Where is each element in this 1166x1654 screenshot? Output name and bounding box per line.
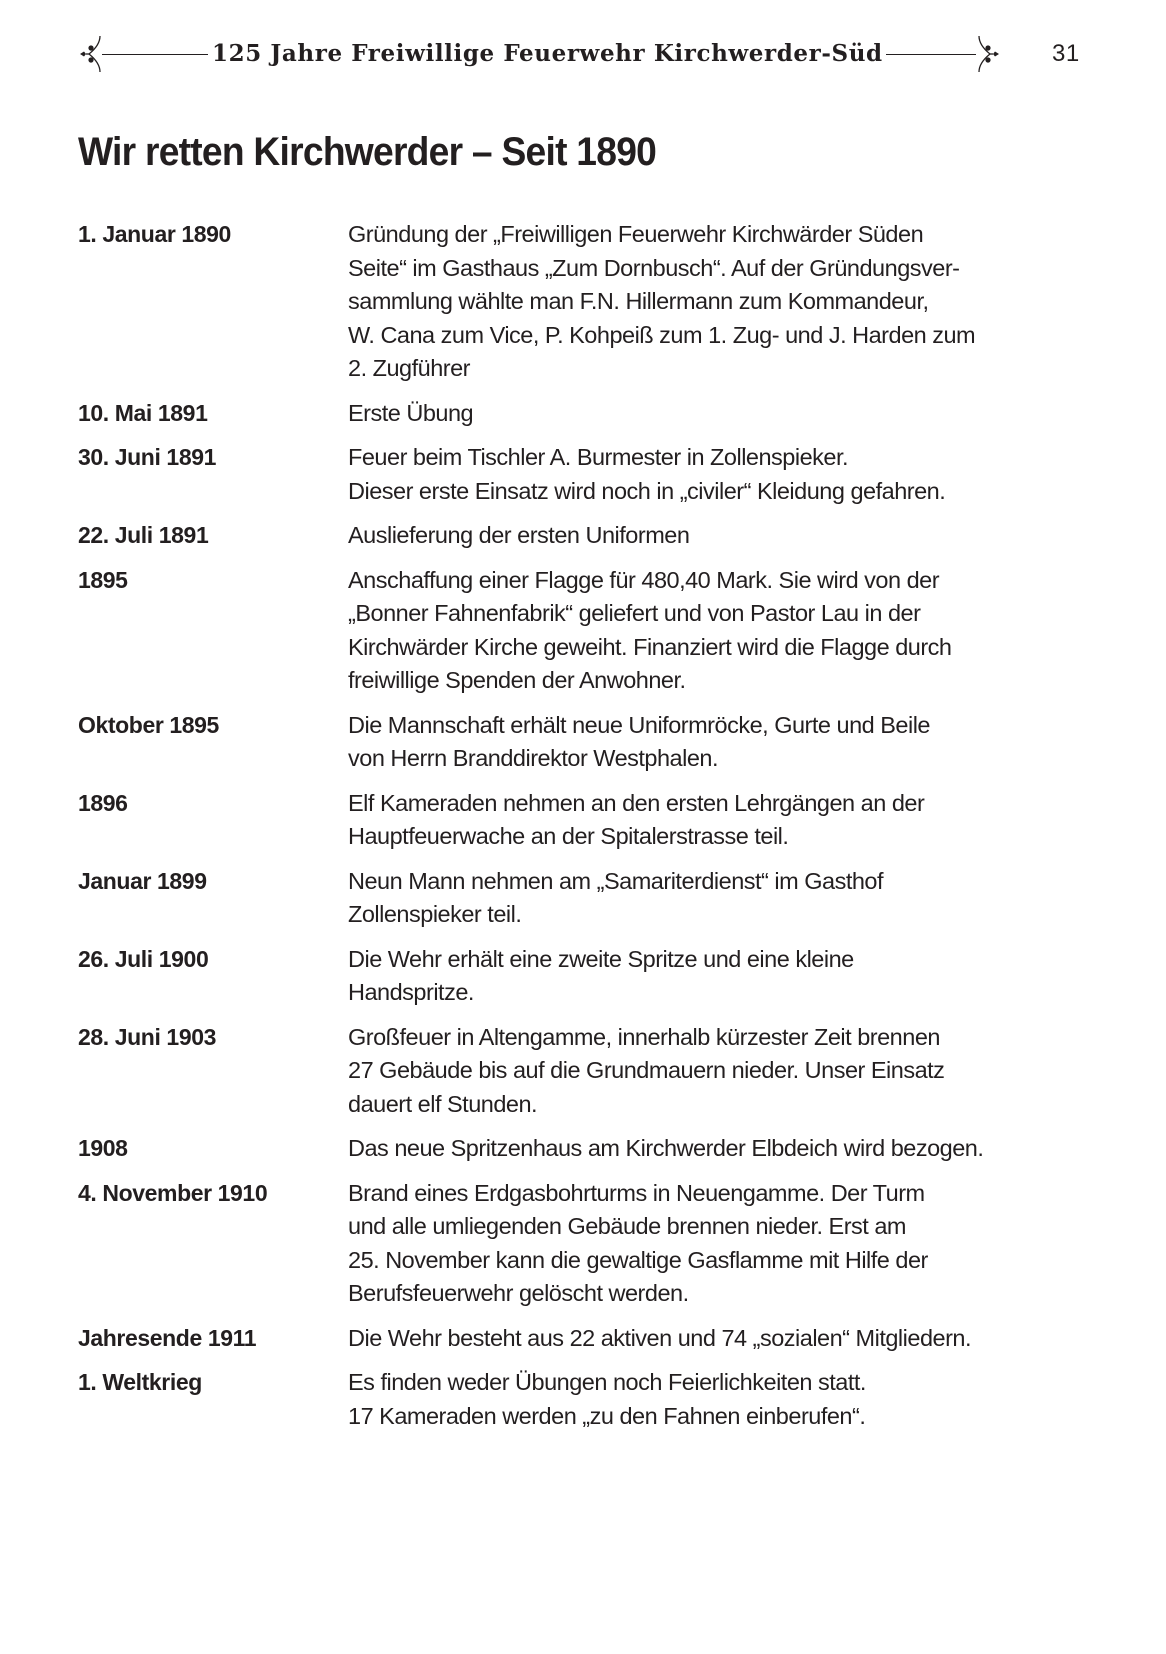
page-number: 31 xyxy=(1052,40,1080,67)
entry-text-line: „Bonner Fahnenfabrik“ geliefert und von Pastor Lau in der xyxy=(348,600,921,626)
entry-description xyxy=(348,1177,1088,1311)
timeline-entry xyxy=(78,218,1088,386)
entry-text-line: freiwillige Spenden der Anwohner. xyxy=(348,667,686,693)
entry-description xyxy=(348,1021,1088,1122)
timeline-entry xyxy=(78,943,1088,1010)
entry-text-line: und alle umliegenden Gebäude brennen nieder. Erst am xyxy=(348,1213,906,1239)
entry-description xyxy=(348,787,1088,854)
header-rule-left xyxy=(102,54,208,55)
entry-text-line: von Herrn Branddirektor Westphalen. xyxy=(348,745,719,771)
running-head xyxy=(78,30,1078,76)
timeline xyxy=(78,218,1088,1444)
entry-text-line: sammlung wählte man F.N. Hillermann zum Kommandeur, xyxy=(348,288,929,314)
timeline-entry xyxy=(78,1177,1088,1311)
entry-description xyxy=(348,441,1088,508)
timeline-entry xyxy=(78,519,1088,553)
header-rule-right xyxy=(886,54,976,55)
entry-date: Jahresende 1911 xyxy=(78,1324,257,1351)
entry-description xyxy=(348,1132,1088,1166)
entry-date: 30. Juni 1891 xyxy=(78,444,216,470)
entry-date: Oktober 1895 xyxy=(78,711,219,738)
entry-text-line: Neun Mann nehmen am „Samariterdienst“ im Gasthof xyxy=(348,867,884,894)
entry-date: 22. Juli 1891 xyxy=(78,522,209,548)
timeline-entry xyxy=(78,1366,1088,1433)
entry-text-line: Anschaffung einer Flagge für 480,40 Mark. Sie wird von der xyxy=(348,566,940,593)
running-title: 125 Jahre Freiwillige Feuerwehr Kirchwerder-Süd xyxy=(212,40,883,67)
entry-text-line: Seite“ im Gasthaus „Zum Dornbusch“. Auf der Gründungsver- xyxy=(348,254,960,281)
entry-text-line: Es finden weder Übungen noch Feierlichkeiten statt. xyxy=(348,1369,866,1395)
entry-text-line: Hauptfeuerwache an der Spitalerstrasse teil. xyxy=(348,823,789,849)
entry-date: 10. Mai 1891 xyxy=(78,399,208,426)
entry-description xyxy=(348,519,1088,553)
entry-text-line: Brand eines Erdgasbohrturms in Neuengamme. Der Turm xyxy=(348,1179,925,1206)
entry-text-line: 27 Gebäude bis auf die Grundmauern nieder. Unser Einsatz xyxy=(348,1057,945,1083)
entry-text-line: Handspritze. xyxy=(348,979,474,1005)
entry-text-line: Erste Übung xyxy=(348,399,474,426)
entry-text-line: Zollenspieker teil. xyxy=(348,901,522,927)
entry-text-line: dauert elf Stunden. xyxy=(348,1090,538,1117)
entry-date: 1896 xyxy=(78,789,128,816)
entry-text-line: Berufsfeuerwehr gelöscht werden. xyxy=(348,1280,689,1306)
entry-date: Januar 1899 xyxy=(78,867,207,894)
timeline-entry xyxy=(78,787,1088,854)
entry-text-line: Elf Kameraden nehmen an den ersten Lehrgängen an der xyxy=(348,789,925,816)
entry-date: 1895 xyxy=(78,566,128,593)
entry-text-line: Dieser erste Einsatz wird noch in „civiler“ Kleidung gefahren. xyxy=(348,477,946,504)
entry-description xyxy=(348,943,1088,1010)
entry-text-line: Die Wehr erhält eine zweite Spritze und eine kleine xyxy=(348,945,854,972)
entry-date: 4. November 1910 xyxy=(78,1179,268,1206)
entry-text-line: 17 Kameraden werden „zu den Fahnen einberufen“. xyxy=(348,1402,866,1429)
fleuron-ornament-right-icon xyxy=(971,34,1001,74)
timeline-entry xyxy=(78,1132,1088,1166)
entry-description xyxy=(348,397,1088,431)
entry-description xyxy=(348,865,1088,932)
entry-text-line: 2. Zugführer xyxy=(348,355,471,381)
entry-text-line: Gründung der „Freiwilligen Feuerwehr Kirchwärder Süden xyxy=(348,221,924,247)
timeline-entry xyxy=(78,865,1088,932)
page-title: Wir retten Kirchwerder – Seit 1890 xyxy=(78,130,657,174)
entry-text-line: 25. November kann die gewaltige Gasflamme mit Hilfe der xyxy=(348,1246,928,1273)
timeline-entry xyxy=(78,1021,1088,1122)
timeline-entry xyxy=(78,564,1088,698)
entry-text-line: Feuer beim Tischler A. Burmester in Zollenspieker. xyxy=(348,444,849,470)
timeline-entry xyxy=(78,709,1088,776)
entry-text-line: Kirchwärder Kirche geweiht. Finanziert wird die Flagge durch xyxy=(348,633,952,660)
entry-text-line: Die Mannschaft erhält neue Uniformröcke, Gurte und Beile xyxy=(348,711,931,738)
entry-text-line: W. Cana zum Vice, P. Kohpeiß zum 1. Zug- und J. Harden zum xyxy=(348,321,976,348)
entry-description xyxy=(348,1322,1088,1356)
entry-text-line: Die Wehr besteht aus 22 aktiven und 74 „sozialen“ Mitgliedern. xyxy=(348,1324,972,1351)
entry-text-line: Großfeuer in Altengamme, innerhalb kürzester Zeit brennen xyxy=(348,1023,940,1050)
entry-date: 26. Juli 1900 xyxy=(78,945,209,972)
entry-date: 28. Juni 1903 xyxy=(78,1023,216,1050)
entry-description xyxy=(348,1366,1088,1433)
timeline-entry xyxy=(78,1322,1088,1356)
entry-text-line: Auslieferung der ersten Uniformen xyxy=(348,522,690,548)
timeline-entry xyxy=(78,397,1088,431)
entry-date: 1908 xyxy=(78,1135,128,1161)
entry-date: 1. Januar 1890 xyxy=(78,221,231,247)
entry-date: 1. Weltkrieg xyxy=(78,1369,202,1395)
entry-text-line: Das neue Spritzenhaus am Kirchwerder Elbdeich wird bezogen. xyxy=(348,1135,984,1161)
entry-description xyxy=(348,564,1088,698)
entry-description xyxy=(348,709,1088,776)
entry-description xyxy=(348,218,1088,386)
timeline-entry xyxy=(78,441,1088,508)
